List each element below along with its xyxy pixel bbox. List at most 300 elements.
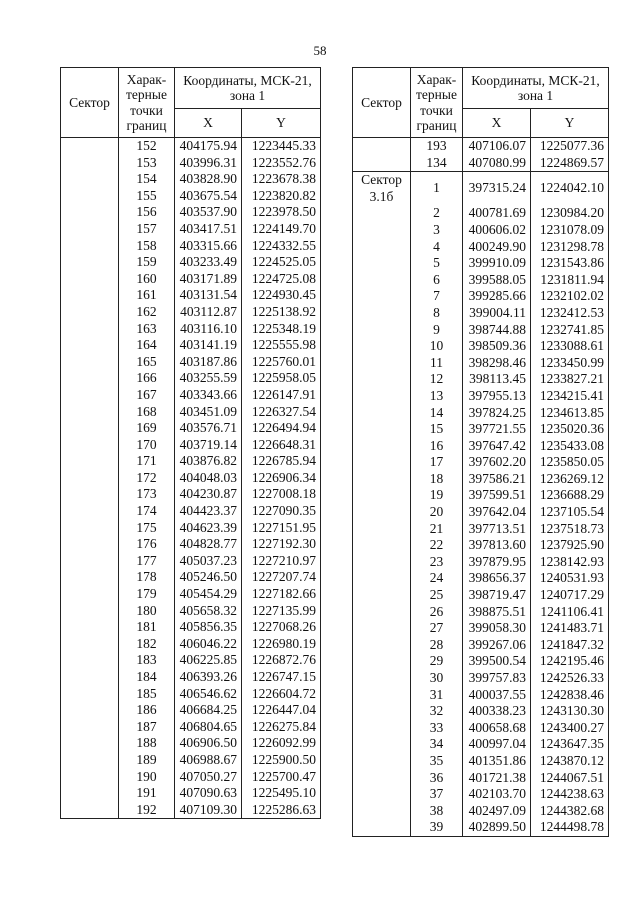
table-row: [353, 421, 609, 438]
x-coordinate-cell: 398744.88: [463, 322, 531, 339]
x-coordinate-cell: 399588.05: [463, 272, 531, 289]
sector-cell: [61, 719, 119, 736]
sector-cell: [61, 553, 119, 570]
table-row: [61, 486, 321, 503]
table-row: [61, 337, 321, 354]
sector-cell: [61, 155, 119, 172]
point-number-cell: 24: [411, 570, 463, 587]
sector-cell: [61, 686, 119, 703]
table-row: [61, 719, 321, 736]
y-coordinate-cell: 1237105.54: [531, 504, 609, 521]
x-coordinate-cell: 404623.39: [175, 520, 242, 537]
table-row: [61, 735, 321, 752]
table-row: [353, 322, 609, 339]
right-table-body: [353, 138, 609, 837]
y-coordinate-cell: 1226494.94: [242, 420, 321, 437]
table-row: [61, 155, 321, 172]
y-coordinate-cell: 1243870.12: [531, 753, 609, 770]
x-coordinate-cell: 398656.37: [463, 570, 531, 587]
y-coordinate-cell: 1226980.19: [242, 636, 321, 653]
sector-cell: [353, 371, 411, 388]
point-number-cell: 168: [119, 404, 175, 421]
sector-cell: [353, 537, 411, 554]
x-coordinate-cell: 403255.59: [175, 370, 242, 387]
y-coordinate-cell: 1226327.54: [242, 404, 321, 421]
point-number-cell: 159: [119, 254, 175, 271]
table-row: [353, 504, 609, 521]
sector-cell: [353, 405, 411, 422]
point-number-cell: 191: [119, 785, 175, 802]
table-row: [353, 687, 609, 704]
x-coordinate-cell: 403112.87: [175, 304, 242, 321]
table-row: [353, 338, 609, 355]
sector-cell: [61, 702, 119, 719]
sector-cell: [61, 652, 119, 669]
y-coordinate-cell: 1227207.74: [242, 569, 321, 586]
point-number-cell: 3: [411, 222, 463, 239]
table-row: [353, 205, 609, 222]
y-coordinate-cell: 1232741.85: [531, 322, 609, 339]
table-row: [353, 753, 609, 770]
y-coordinate-cell: 1223445.33: [242, 138, 321, 155]
point-number-cell: 178: [119, 569, 175, 586]
table-row: [353, 587, 609, 604]
y-coordinate-cell: 1227135.99: [242, 603, 321, 620]
x-coordinate-cell: 407090.63: [175, 785, 242, 802]
x-coordinate-cell: 405658.32: [175, 603, 242, 620]
point-number-cell: 11: [411, 355, 463, 372]
table-row: [61, 536, 321, 553]
table-row: [353, 454, 609, 471]
point-number-cell: 26: [411, 604, 463, 621]
sector-cell: [353, 388, 411, 405]
table-row: [61, 752, 321, 769]
sector-cell: [353, 703, 411, 720]
table-row: [61, 188, 321, 205]
table-row: [61, 171, 321, 188]
y-coordinate-cell: 1242526.33: [531, 670, 609, 687]
sector-cell: [61, 204, 119, 221]
y-coordinate-cell: 1244382.68: [531, 803, 609, 820]
sector-cell: [353, 322, 411, 339]
point-number-cell: 16: [411, 438, 463, 455]
x-coordinate-cell: 400997.04: [463, 736, 531, 753]
sector-cell: [353, 803, 411, 820]
table-row: [353, 637, 609, 654]
x-header: X: [175, 109, 242, 138]
sector-header: Сектор: [61, 68, 119, 138]
y-coordinate-cell: 1227090.35: [242, 503, 321, 520]
table-row: [61, 304, 321, 321]
table-row: [353, 620, 609, 637]
x-coordinate-cell: 397955.13: [463, 388, 531, 405]
sector-cell: [353, 819, 411, 836]
table-row: [61, 569, 321, 586]
y-coordinate-cell: 1224149.70: [242, 221, 321, 238]
y-coordinate-cell: 1232102.02: [531, 288, 609, 305]
point-number-cell: 33: [411, 720, 463, 737]
point-number-cell: 9: [411, 322, 463, 339]
x-coordinate-cell: 400606.02: [463, 222, 531, 239]
x-coordinate-cell: 399500.54: [463, 653, 531, 670]
table-row: [353, 438, 609, 455]
x-coordinate-cell: 399004.11: [463, 305, 531, 322]
point-number-cell: 173: [119, 486, 175, 503]
table-row: [353, 570, 609, 587]
sector-cell: [61, 304, 119, 321]
y-coordinate-cell: 1237518.73: [531, 521, 609, 538]
y-coordinate-cell: 1233450.99: [531, 355, 609, 372]
table-row: [61, 387, 321, 404]
table-row: [61, 138, 321, 155]
y-coordinate-cell: 1227151.95: [242, 520, 321, 537]
sector-cell: [61, 453, 119, 470]
y-coordinate-cell: 1223678.38: [242, 171, 321, 188]
point-number-cell: 31: [411, 687, 463, 704]
sector-cell: [353, 288, 411, 305]
y-coordinate-cell: 1226604.72: [242, 686, 321, 703]
y-coordinate-cell: 1244067.51: [531, 770, 609, 787]
sector-cell: [61, 171, 119, 188]
x-coordinate-cell: 403141.19: [175, 337, 242, 354]
y-coordinate-cell: 1240717.29: [531, 587, 609, 604]
table-row: [61, 520, 321, 537]
x-coordinate-cell: 398509.36: [463, 338, 531, 355]
point-number-cell: 32: [411, 703, 463, 720]
x-coordinate-cell: 405856.35: [175, 619, 242, 636]
x-coordinate-cell: 403417.51: [175, 221, 242, 238]
y-coordinate-cell: 1225495.10: [242, 785, 321, 802]
table-row: [61, 686, 321, 703]
x-coordinate-cell: 402497.09: [463, 803, 531, 820]
page-number: 58: [313, 43, 327, 58]
point-number-cell: 163: [119, 321, 175, 338]
points-header: Харак-терные точки границ: [411, 68, 463, 138]
sector-cell: [353, 138, 411, 155]
sector-cell: [353, 620, 411, 637]
x-coordinate-cell: 399285.66: [463, 288, 531, 305]
sector-cell: [61, 138, 119, 155]
point-number-cell: 174: [119, 503, 175, 520]
point-number-cell: 154: [119, 171, 175, 188]
point-number-cell: 134: [411, 155, 463, 172]
point-number-cell: 30: [411, 670, 463, 687]
sector-cell: [61, 569, 119, 586]
x-coordinate-cell: 397586.21: [463, 471, 531, 488]
y-coordinate-cell: 1234613.85: [531, 405, 609, 422]
sector-cell: [61, 271, 119, 288]
x-coordinate-cell: 405037.23: [175, 553, 242, 570]
x-coordinate-cell: 398875.51: [463, 604, 531, 621]
sector-cell: [353, 454, 411, 471]
x-coordinate-cell: 405454.29: [175, 586, 242, 603]
sector-cell: [61, 619, 119, 636]
table-row: [61, 254, 321, 271]
y-coordinate-cell: 1236688.29: [531, 487, 609, 504]
table-row: [353, 803, 609, 820]
x-coordinate-cell: 404175.94: [175, 138, 242, 155]
point-number-cell: 10: [411, 338, 463, 355]
point-number-cell: 18: [411, 471, 463, 488]
x-coordinate-cell: 401351.86: [463, 753, 531, 770]
sector-cell: [353, 653, 411, 670]
y-coordinate-cell: 1237925.90: [531, 537, 609, 554]
y-coordinate-cell: 1226275.84: [242, 719, 321, 736]
sector-cell: [61, 420, 119, 437]
x-coordinate-cell: 406225.85: [175, 652, 242, 669]
point-number-cell: 22: [411, 537, 463, 554]
table-row: [353, 388, 609, 405]
x-coordinate-cell: 399757.83: [463, 670, 531, 687]
left-coordinates-table: [60, 67, 321, 819]
sector-cell: [353, 786, 411, 803]
y-coordinate-cell: 1226785.94: [242, 453, 321, 470]
y-coordinate-cell: 1238142.93: [531, 554, 609, 571]
y-coordinate-cell: 1241847.32: [531, 637, 609, 654]
x-coordinate-cell: 398298.46: [463, 355, 531, 372]
x-coordinate-cell: 399058.30: [463, 620, 531, 637]
x-coordinate-cell: 406804.65: [175, 719, 242, 736]
x-coordinate-cell: 406684.25: [175, 702, 242, 719]
x-coordinate-cell: 403996.31: [175, 155, 242, 172]
x-coordinate-cell: 397721.55: [463, 421, 531, 438]
sector-cell: [61, 437, 119, 454]
point-number-cell: 179: [119, 586, 175, 603]
x-coordinate-cell: 406988.67: [175, 752, 242, 769]
sector-cell: [353, 604, 411, 621]
y-coordinate-cell: 1232412.53: [531, 305, 609, 322]
sector-cell: [61, 254, 119, 271]
y-coordinate-cell: 1235020.36: [531, 421, 609, 438]
point-number-cell: 38: [411, 803, 463, 820]
sector-cell: [353, 471, 411, 488]
y-coordinate-cell: 1225900.50: [242, 752, 321, 769]
sector-cell: [353, 554, 411, 571]
x-coordinate-cell: 403876.82: [175, 453, 242, 470]
sector-cell: [353, 736, 411, 753]
point-number-cell: 170: [119, 437, 175, 454]
point-number-cell: 17: [411, 454, 463, 471]
x-coordinate-cell: 399910.09: [463, 255, 531, 272]
point-number-cell: 34: [411, 736, 463, 753]
x-coordinate-cell: 406546.62: [175, 686, 242, 703]
table-row: [61, 619, 321, 636]
table-row: [353, 819, 609, 836]
y-coordinate-cell: 1225286.63: [242, 802, 321, 819]
sector-cell: [353, 438, 411, 455]
x-coordinate-cell: 397813.60: [463, 537, 531, 554]
table-row: [61, 669, 321, 686]
y-coordinate-cell: 1231298.78: [531, 239, 609, 256]
y-coordinate-cell: 1225760.01: [242, 354, 321, 371]
sector-cell: [353, 637, 411, 654]
sector-cell: [353, 222, 411, 239]
y-coordinate-cell: 1226092.99: [242, 735, 321, 752]
x-coordinate-cell: 403187.86: [175, 354, 242, 371]
y-coordinate-cell: 1231543.86: [531, 255, 609, 272]
right-coordinates-table: [352, 67, 609, 837]
y-coordinate-cell: 1226872.76: [242, 652, 321, 669]
table-row: [353, 537, 609, 554]
x-coordinate-cell: 404048.03: [175, 470, 242, 487]
point-number-cell: 153: [119, 155, 175, 172]
table-row: [61, 785, 321, 802]
x-coordinate-cell: 403828.90: [175, 171, 242, 188]
table-row: [61, 420, 321, 437]
x-coordinate-cell: 403171.89: [175, 271, 242, 288]
table-row: [61, 221, 321, 238]
sector-cell: [61, 735, 119, 752]
y-coordinate-cell: 1241106.41: [531, 604, 609, 621]
point-number-cell: 189: [119, 752, 175, 769]
table-row: [61, 437, 321, 454]
sector-cell: [61, 802, 119, 819]
table-row: [61, 370, 321, 387]
table-row: [353, 222, 609, 239]
y-coordinate-cell: 1242195.46: [531, 653, 609, 670]
point-number-cell: 7: [411, 288, 463, 305]
x-coordinate-cell: 400658.68: [463, 720, 531, 737]
table-row: [353, 703, 609, 720]
y-coordinate-cell: 1227210.97: [242, 553, 321, 570]
point-number-cell: 23: [411, 554, 463, 571]
sector-cell: [353, 587, 411, 604]
sector-cell: [61, 520, 119, 537]
point-number-cell: 155: [119, 188, 175, 205]
table-row: [353, 288, 609, 305]
sector-cell: [61, 636, 119, 653]
x-coordinate-cell: 405246.50: [175, 569, 242, 586]
point-number-cell: 162: [119, 304, 175, 321]
y-coordinate-cell: 1234215.41: [531, 388, 609, 405]
y-coordinate-cell: 1243647.35: [531, 736, 609, 753]
y-header: Y: [242, 109, 321, 138]
y-coordinate-cell: 1224869.57: [531, 155, 609, 172]
y-coordinate-cell: 1233088.61: [531, 338, 609, 355]
x-coordinate-cell: 403719.14: [175, 437, 242, 454]
y-coordinate-cell: 1225348.19: [242, 321, 321, 338]
y-coordinate-cell: 1224332.55: [242, 238, 321, 255]
point-number-cell: 12: [411, 371, 463, 388]
x-coordinate-cell: 400037.55: [463, 687, 531, 704]
y-coordinate-cell: 1243400.27: [531, 720, 609, 737]
y-coordinate-cell: 1224930.45: [242, 287, 321, 304]
coordinates-header: Координаты, МСК-21, зона 1: [175, 68, 321, 109]
point-number-cell: 39: [411, 819, 463, 836]
point-number-cell: 5: [411, 255, 463, 272]
point-number-cell: 20: [411, 504, 463, 521]
point-number-cell: 184: [119, 669, 175, 686]
x-coordinate-cell: 402899.50: [463, 819, 531, 836]
point-number-cell: 169: [119, 420, 175, 437]
y-coordinate-cell: 1241483.71: [531, 620, 609, 637]
x-coordinate-cell: 397599.51: [463, 487, 531, 504]
sector-cell: [61, 486, 119, 503]
y-coordinate-cell: 1240531.93: [531, 570, 609, 587]
table-row: [61, 652, 321, 669]
sector-cell: [353, 670, 411, 687]
point-number-cell: 187: [119, 719, 175, 736]
sector-cell: [61, 321, 119, 338]
sector-cell: [353, 687, 411, 704]
point-number-cell: 172: [119, 470, 175, 487]
point-number-cell: 164: [119, 337, 175, 354]
sector-cell: [353, 770, 411, 787]
table-row: [353, 405, 609, 422]
table-row: [61, 271, 321, 288]
x-coordinate-cell: 406393.26: [175, 669, 242, 686]
x-coordinate-cell: 407080.99: [463, 155, 531, 172]
sector-cell: [353, 155, 411, 172]
point-number-cell: 19: [411, 487, 463, 504]
point-number-cell: 177: [119, 553, 175, 570]
point-number-cell: 152: [119, 138, 175, 155]
x-coordinate-cell: 397315.24: [463, 172, 531, 206]
point-number-cell: 1: [411, 172, 463, 206]
y-coordinate-cell: 1227068.26: [242, 619, 321, 636]
sector-cell: [353, 504, 411, 521]
y-coordinate-cell: 1243130.30: [531, 703, 609, 720]
y-coordinate-cell: 1225958.05: [242, 370, 321, 387]
y-coordinate-cell: 1227192.30: [242, 536, 321, 553]
point-number-cell: 29: [411, 653, 463, 670]
point-number-cell: 25: [411, 587, 463, 604]
point-number-cell: 193: [411, 138, 463, 155]
sector-cell: [353, 205, 411, 222]
x-coordinate-cell: 403537.90: [175, 204, 242, 221]
table-row: [353, 255, 609, 272]
sector-cell: [353, 305, 411, 322]
sector-cell: [61, 586, 119, 603]
sector-cell: [61, 221, 119, 238]
sector-cell: [61, 603, 119, 620]
y-coordinate-cell: 1236269.12: [531, 471, 609, 488]
sector-cell: Сектор 3.1б: [353, 172, 411, 206]
y-coordinate-cell: 1225555.98: [242, 337, 321, 354]
x-coordinate-cell: 397879.95: [463, 554, 531, 571]
table-row: [61, 404, 321, 421]
table-row: [61, 238, 321, 255]
table-row: [353, 736, 609, 753]
x-coordinate-cell: 404423.37: [175, 503, 242, 520]
y-coordinate-cell: 1244498.78: [531, 819, 609, 836]
sector-cell: [61, 785, 119, 802]
y-coordinate-cell: 1226648.31: [242, 437, 321, 454]
y-coordinate-cell: 1223978.50: [242, 204, 321, 221]
point-number-cell: 27: [411, 620, 463, 637]
x-coordinate-cell: 402103.70: [463, 786, 531, 803]
x-coordinate-cell: 403576.71: [175, 420, 242, 437]
y-coordinate-cell: 1224725.08: [242, 271, 321, 288]
table-row: [61, 586, 321, 603]
x-coordinate-cell: 404230.87: [175, 486, 242, 503]
x-coordinate-cell: 397647.42: [463, 438, 531, 455]
y-coordinate-cell: 1231811.94: [531, 272, 609, 289]
x-coordinate-cell: 403343.66: [175, 387, 242, 404]
point-number-cell: 188: [119, 735, 175, 752]
table-row: [353, 172, 609, 206]
x-coordinate-cell: 403116.10: [175, 321, 242, 338]
x-coordinate-cell: 397824.25: [463, 405, 531, 422]
y-coordinate-cell: 1225700.47: [242, 769, 321, 786]
point-number-cell: 165: [119, 354, 175, 371]
table-row: [353, 670, 609, 687]
table-row: [61, 453, 321, 470]
y-coordinate-cell: 1231078.09: [531, 222, 609, 239]
table-row: [61, 636, 321, 653]
point-number-cell: 186: [119, 702, 175, 719]
point-number-cell: 185: [119, 686, 175, 703]
